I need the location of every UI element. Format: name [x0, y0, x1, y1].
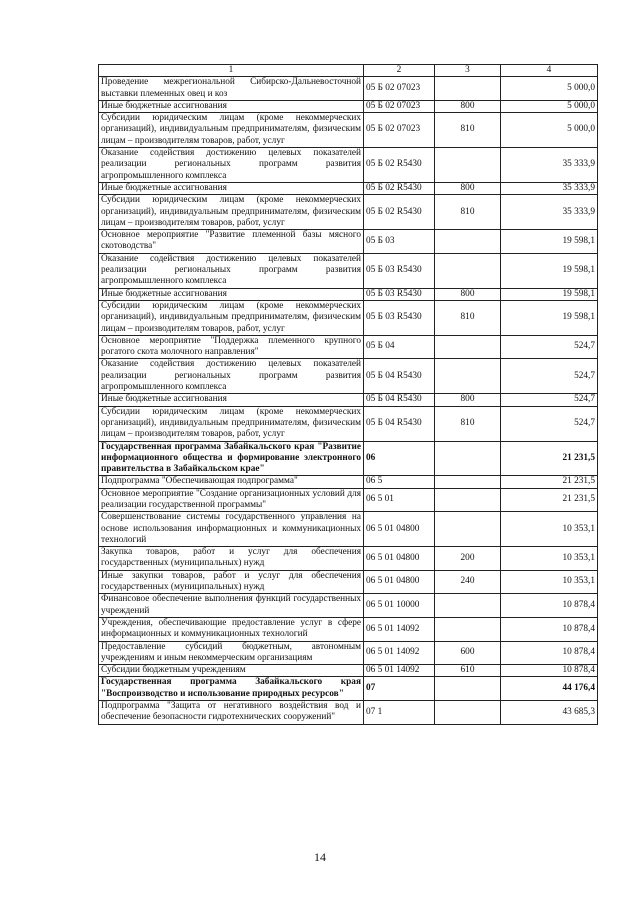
cell-code: 05 Б 04 R5430 — [364, 394, 435, 406]
cell-name: Иные закупки товаров, работ и услуг для обеспечения государственных (муниципальных) нужд — [99, 570, 364, 594]
cell-amount: 21 231,5 — [501, 441, 598, 476]
table-row — [99, 665, 598, 677]
cell-type — [435, 677, 501, 701]
cell-amount: 35 333,9 — [501, 148, 598, 183]
cell-code: 06 5 01 04800 — [364, 570, 435, 594]
cell-name: Иные бюджетные ассигнования — [99, 288, 364, 300]
cell-name: Учреждения, обеспечивающие предоставление услуг в сфере информационных и коммуникационных технологий — [99, 617, 364, 641]
cell-name: Основное мероприятие "Развитие племенной базы мясного скотоводства" — [99, 230, 364, 254]
cell-name: Совершенствование системы государственного управления на основе использования информационных и коммуникационных технологий — [99, 512, 364, 547]
table-row — [99, 300, 598, 335]
cell-name: Подпрограмма "Защита от негативного воздействия вод и обеспечение безопасности гидротехнических сооружений" — [99, 701, 364, 725]
cell-amount: 5 000,0 — [501, 77, 598, 101]
cell-code: 06 — [364, 441, 435, 476]
column-header-code: 2 — [364, 65, 435, 77]
table-row — [99, 288, 598, 300]
cell-name: Субсидии юридическим лицам (кроме некоммерческих организаций), индивидуальным предпринимателям, физическим лицам – производителям товаров, работ, услуг — [99, 406, 364, 441]
cell-code: 06 5 01 — [364, 488, 435, 512]
cell-type: 810 — [435, 113, 501, 148]
table-row — [99, 512, 598, 547]
table-row — [99, 394, 598, 406]
table-row — [99, 77, 598, 101]
cell-amount: 10 878,4 — [501, 617, 598, 641]
cell-type: 800 — [435, 394, 501, 406]
cell-name: Государственная программа Забайкальского края "Развитие информационного общества и формирование электронного правительства в Забайкальском крае" — [99, 441, 364, 476]
table-row — [99, 182, 598, 194]
cell-code: 06 5 — [364, 476, 435, 488]
table-row — [99, 677, 598, 701]
cell-amount: 524,7 — [501, 394, 598, 406]
cell-amount: 10 353,1 — [501, 570, 598, 594]
cell-type — [435, 701, 501, 725]
cell-code: 05 Б 02 07023 — [364, 77, 435, 101]
cell-amount: 5 000,0 — [501, 113, 598, 148]
cell-code: 05 Б 03 R5430 — [364, 288, 435, 300]
cell-code: 06 5 01 04800 — [364, 512, 435, 547]
cell-code: 05 Б 02 07023 — [364, 100, 435, 112]
table-row — [99, 617, 598, 641]
cell-type — [435, 335, 501, 359]
budget-table — [98, 64, 598, 725]
cell-name: Субсидии юридическим лицам (кроме некоммерческих организаций), индивидуальным предпринимателям, физическим лицам – производителям товаров, работ, услуг — [99, 195, 364, 230]
cell-amount: 44 176,4 — [501, 677, 598, 701]
table-row — [99, 476, 598, 488]
cell-type — [435, 488, 501, 512]
cell-type: 200 — [435, 547, 501, 571]
cell-name: Субсидии юридическим лицам (кроме некоммерческих организаций), индивидуальным предпринимателям, физическим лицам – производителям товаров, работ, услуг — [99, 300, 364, 335]
cell-name: Подпрограмма "Обеспечивающая подпрограмма" — [99, 476, 364, 488]
cell-name: Субсидии юридическим лицам (кроме некоммерческих организаций), индивидуальным предпринимателям, физическим лицам – производителям товаров, работ, услуг — [99, 113, 364, 148]
cell-amount: 10 353,1 — [501, 512, 598, 547]
cell-type — [435, 476, 501, 488]
cell-code: 05 Б 02 07023 — [364, 113, 435, 148]
table-row — [99, 230, 598, 254]
table-row — [99, 335, 598, 359]
cell-type: 610 — [435, 665, 501, 677]
table-row — [99, 488, 598, 512]
cell-code: 05 Б 03 R5430 — [364, 300, 435, 335]
table-header-row — [99, 65, 598, 77]
page-number: 14 — [314, 850, 326, 864]
cell-code: 06 5 01 04800 — [364, 547, 435, 571]
cell-amount: 10 878,4 — [501, 641, 598, 665]
cell-type: 800 — [435, 100, 501, 112]
cell-type: 600 — [435, 641, 501, 665]
cell-type — [435, 441, 501, 476]
cell-code: 05 Б 03 — [364, 230, 435, 254]
cell-amount: 524,7 — [501, 406, 598, 441]
cell-amount: 35 333,9 — [501, 195, 598, 230]
cell-name: Иные бюджетные ассигнования — [99, 182, 364, 194]
cell-amount: 19 598,1 — [501, 253, 598, 288]
cell-type: 810 — [435, 406, 501, 441]
cell-type: 800 — [435, 182, 501, 194]
cell-name: Иные бюджетные ассигнования — [99, 100, 364, 112]
cell-name: Государственная программа Забайкальского края "Воспроизводство и использование природных ресурсов" — [99, 677, 364, 701]
table-row — [99, 641, 598, 665]
cell-code: 07 1 — [364, 701, 435, 725]
column-header-amount: 4 — [501, 65, 598, 77]
table-row — [99, 195, 598, 230]
cell-type — [435, 359, 501, 394]
table-row — [99, 113, 598, 148]
cell-name: Проведение межрегиональной Сибирско-Дальневосточной выставки племенных овец и коз — [99, 77, 364, 101]
cell-amount: 21 231,5 — [501, 488, 598, 512]
cell-type: 800 — [435, 288, 501, 300]
cell-name: Финансовое обеспечение выполнения функций государственных учреждений — [99, 594, 364, 618]
cell-amount: 10 878,4 — [501, 665, 598, 677]
table-row — [99, 148, 598, 183]
cell-type: 810 — [435, 300, 501, 335]
cell-code: 05 Б 02 R5430 — [364, 182, 435, 194]
cell-amount: 19 598,1 — [501, 288, 598, 300]
cell-amount: 19 598,1 — [501, 300, 598, 335]
cell-name: Закупка товаров, работ и услуг для обеспечения государственных (муниципальных) нужд — [99, 547, 364, 571]
cell-code: 05 Б 03 R5430 — [364, 253, 435, 288]
cell-name: Оказание содействия достижению целевых показателей реализации региональных программ развития агропромышленного комплекса — [99, 148, 364, 183]
cell-code: 05 Б 04 R5430 — [364, 406, 435, 441]
cell-amount: 21 231,5 — [501, 476, 598, 488]
table-row — [99, 359, 598, 394]
cell-code: 06 5 01 10000 — [364, 594, 435, 618]
cell-amount: 35 333,9 — [501, 182, 598, 194]
table-row — [99, 570, 598, 594]
cell-code: 06 5 01 14092 — [364, 641, 435, 665]
table-row — [99, 594, 598, 618]
cell-type — [435, 230, 501, 254]
cell-amount: 43 685,3 — [501, 701, 598, 725]
table-row — [99, 441, 598, 476]
cell-name: Основное мероприятие "Создание организационных условий для реализации государственной программы" — [99, 488, 364, 512]
table-row — [99, 547, 598, 571]
cell-type — [435, 512, 501, 547]
cell-code: 05 Б 04 R5430 — [364, 359, 435, 394]
cell-amount: 524,7 — [501, 359, 598, 394]
cell-type — [435, 253, 501, 288]
cell-type — [435, 148, 501, 183]
cell-amount: 19 598,1 — [501, 230, 598, 254]
cell-name: Оказание содействия достижению целевых показателей реализации региональных программ развития агропромышленного комплекса — [99, 253, 364, 288]
budget-table-body — [99, 65, 598, 725]
cell-amount: 5 000,0 — [501, 100, 598, 112]
cell-amount: 10 353,1 — [501, 547, 598, 571]
column-header-name: 1 — [99, 65, 364, 77]
table-row — [99, 253, 598, 288]
cell-name: Предоставление субсидий бюджетным, автономным учреждениям и иным некоммерческим организациям — [99, 641, 364, 665]
cell-name: Оказание содействия достижению целевых показателей реализации региональных программ развития агропромышленного комплекса — [99, 359, 364, 394]
cell-code: 07 — [364, 677, 435, 701]
cell-type — [435, 617, 501, 641]
cell-name: Основное мероприятие "Поддержка племенного крупного рогатого скота молочного направления" — [99, 335, 364, 359]
cell-name: Иные бюджетные ассигнования — [99, 394, 364, 406]
cell-name: Субсидии бюджетным учреждениям — [99, 665, 364, 677]
cell-amount: 524,7 — [501, 335, 598, 359]
table-row — [99, 100, 598, 112]
cell-type — [435, 77, 501, 101]
cell-type — [435, 594, 501, 618]
cell-type: 240 — [435, 570, 501, 594]
cell-code: 05 Б 02 R5430 — [364, 195, 435, 230]
cell-code: 05 Б 02 R5430 — [364, 148, 435, 183]
cell-code: 05 Б 04 — [364, 335, 435, 359]
cell-amount: 10 878,4 — [501, 594, 598, 618]
cell-code: 06 5 01 14092 — [364, 665, 435, 677]
cell-type: 810 — [435, 195, 501, 230]
table-row — [99, 701, 598, 725]
cell-code: 06 5 01 14092 — [364, 617, 435, 641]
column-header-type: 3 — [435, 65, 501, 77]
table-row — [99, 406, 598, 441]
